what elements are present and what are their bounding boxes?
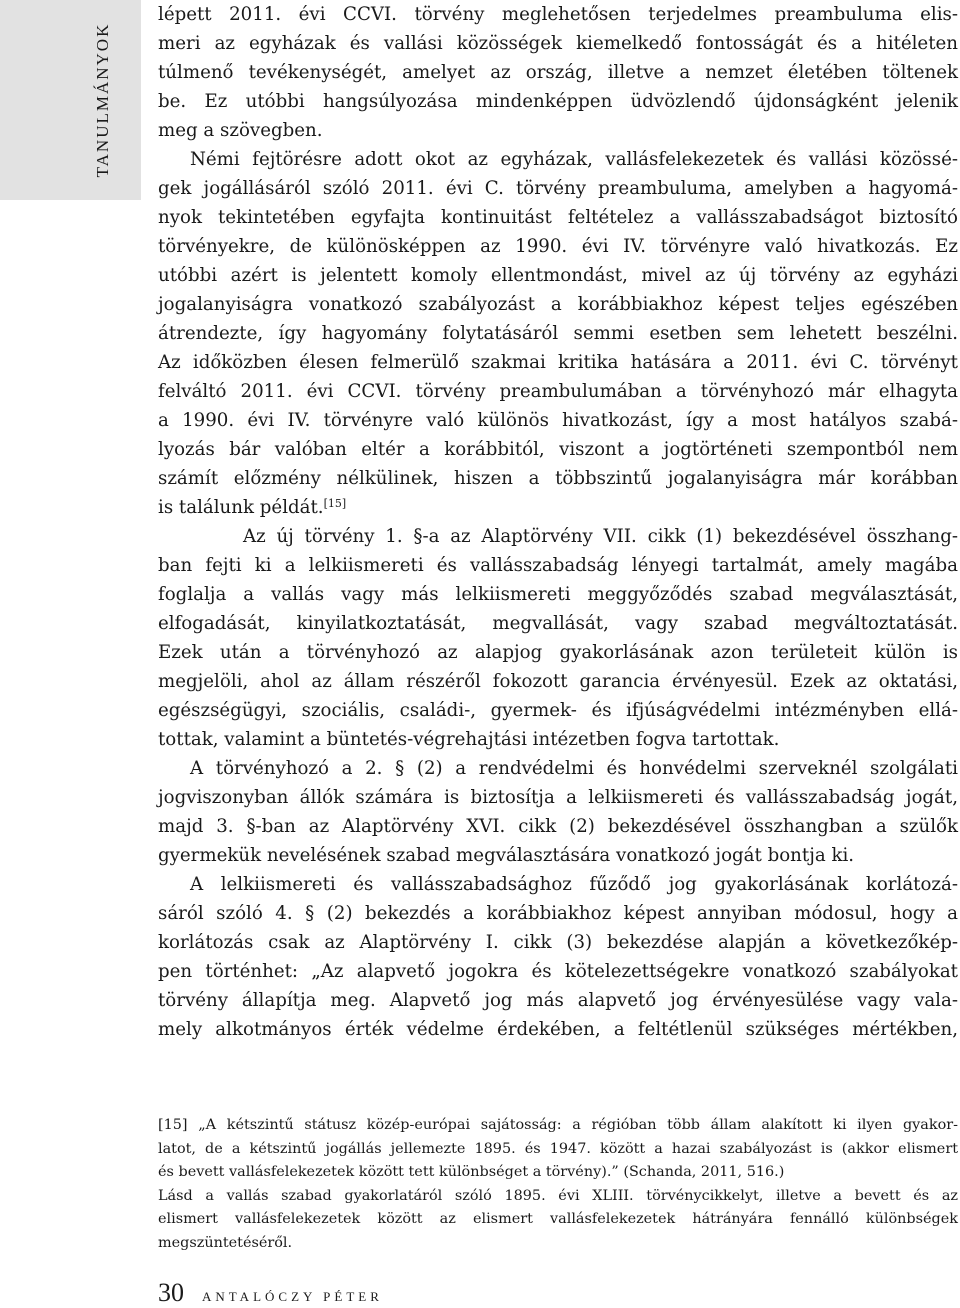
text-line: törvényekre, de különösképpen az 1990. évi IV. törvényre való hivatkozás. Ez <box>158 236 958 257</box>
section-tab <box>0 0 141 200</box>
section-tab-label: TANULMÁNYOK <box>93 22 112 178</box>
text-line: lyozás bár valóban eltér a korábbitól, viszont a jogtörténeti szempontból nem <box>158 439 958 460</box>
footnote-line: [15] „A kétszintű státusz közép-európai sajátosság: a régióban több állam alakított ki ilyen gyakor- <box>158 1117 958 1133</box>
text-line: tottak, valamint a büntetés-végrehajtási intézetben fogva tartottak. <box>158 729 780 750</box>
text-line: foglalja a vallás vagy más lelkiismereti meggyőződés szabad megválasztását, <box>158 584 958 605</box>
text-line: Az időközben élesen felmerülő szakmai kritika hatására a 2011. évi C. törvényt <box>158 352 958 373</box>
footnote-reference[interactable]: [15] <box>323 497 347 510</box>
text-line: lépett 2011. évi CCVI. törvény meglehetősen terjedelmes preambuluma elis- <box>158 4 958 25</box>
text-line: A törvényhozó a 2. § (2) a rendvédelmi és honvédelmi szerveknél szolgálati <box>190 758 958 779</box>
footnote-line: elismert vallásfelekezetek között az elismert vallásfelekezetek hátrányára fennálló különbségek <box>158 1211 958 1227</box>
text-line: gek jogállásáról szóló 2011. évi C. törvény preambuluma, amelyben a hagyomá- <box>158 178 958 199</box>
footnotes <box>158 1114 958 1255</box>
text-line: jogviszonyban állók számára is biztosítja a lelkiismereti és vallásszabadság jogát, <box>158 787 958 808</box>
text-line <box>158 493 958 522</box>
text-line: utóbbi azért is jelentett komoly ellentmondást, mivel az új törvény az egyházi <box>158 265 958 286</box>
text-line: sáról szóló 4. § (2) bekezdés a korábbiakhoz képest annyiban módosul, hogy a <box>158 903 958 924</box>
text-line: nyok tekintetében egyfajta kontinuitást feltételez a vallásszabadságot biztosító <box>158 207 958 228</box>
text-line: felváltó 2011. évi CCVI. törvény preambulumában a törvényhozó már elhagyta <box>158 381 958 402</box>
text-line: meg a szövegben. <box>158 120 323 141</box>
text-line: megjelöli, ahol az állam részéről fokozott garancia érvényesül. Ezek az oktatási, <box>158 671 958 692</box>
text-line: ban fejti ki a lelkiismereti és vallásszabadság lényegi tartalmát, amely magába <box>158 555 958 576</box>
text-line: korlátozás csak az Alaptörvény I. cikk (3) bekezdése alapján a következőkép- <box>158 932 958 953</box>
text-line: be. Ez utóbbi hangsúlyozása mindenképpen üdvözlendő újdonságként jelenik <box>158 91 958 112</box>
author-name: ANTALÓCZY PÉTER <box>202 1289 383 1304</box>
text-line: A lelkiismereti és vallásszabadsághoz fűződő jog gyakorlásának korlátozá- <box>190 874 958 895</box>
page-number: 30 <box>158 1278 184 1307</box>
text-line: jogalanyiságra vonatkozó szabályozást a korábbiakhoz képest teljes egészében <box>158 294 958 315</box>
footnote-line: megszüntetéséről. <box>158 1234 293 1251</box>
page-footer <box>158 1278 383 1308</box>
text-line: a 1990. évi IV. törvényre való különös hivatkozást, így a most hatályos szabá- <box>158 410 958 431</box>
text-line: törvény állapítja meg. Alapvető jog más alapvető jog érvényesülése vagy vala- <box>158 990 958 1011</box>
text-line-content: is találunk példát. <box>158 497 324 518</box>
text-line: mely alkotmányos érték védelme érdekében, a feltétlenül szükséges mértékben, <box>158 1019 958 1040</box>
text-line: Némi fejtörésre adott okot az egyházak, vallásfelekezetek és vallási közössé- <box>190 149 958 170</box>
text-line: átrendezte, így hagyomány folytatásáról semmi esetben sem lehetett beszélni. <box>158 323 958 344</box>
footnote-line: Lásd a vallás szabad gyakorlatáról szóló 1895. évi XLIII. törvénycikkelyt, illetve a bevett és az <box>158 1187 958 1204</box>
text-line: pen történhet: „Az alapvető jogokra és kötelezettségekre vonatkozó szabályokat <box>158 961 958 982</box>
text-line: túlmenő tevékenységét, amelyet az ország, illetve a nemzet életében töltenek <box>158 62 958 83</box>
footnote-line: latot, de a kétszintű jogállás jellemezte 1895. és 1947. között a hazai szabályozást is (akkor elismert <box>158 1140 958 1157</box>
text-line: meri az egyházak és vallási közösségek kiemelkedő fontosságát és a hitéleten <box>158 33 958 54</box>
text-line: Ezek után a törvényhozó az alapjog gyakorlásának azon területeit külön is <box>158 642 958 663</box>
text-line: majd 3. §-ban az Alaptörvény XVI. cikk (2) bekezdésével összhangban a szülők <box>158 816 958 837</box>
text-line: gyermekük nevelésének szabad megválasztására vonatkozó jogát bontja ki. <box>158 845 855 866</box>
text-line: Az új törvény 1. §-a az Alaptörvény VII. cikk (1) bekezdésével összhang- <box>243 526 958 547</box>
footnote-line: és bevett vallásfelekezetek között tett különbséget a törvény).” (Schanda, 2011, 516.) <box>158 1164 785 1180</box>
text-line: egészségügyi, szociális, családi-, gyermek- és ifjúságvédelmi intézményben ellá- <box>158 700 958 721</box>
text-line: számít előzmény nélkülinek, hiszen a többszintű jogalanyiságra már korábban <box>158 468 958 489</box>
text-line: elfogadását, kinyilatkoztatását, megvallását, vagy szabad megváltoztatását. <box>158 613 958 634</box>
body-text <box>158 0 958 1044</box>
